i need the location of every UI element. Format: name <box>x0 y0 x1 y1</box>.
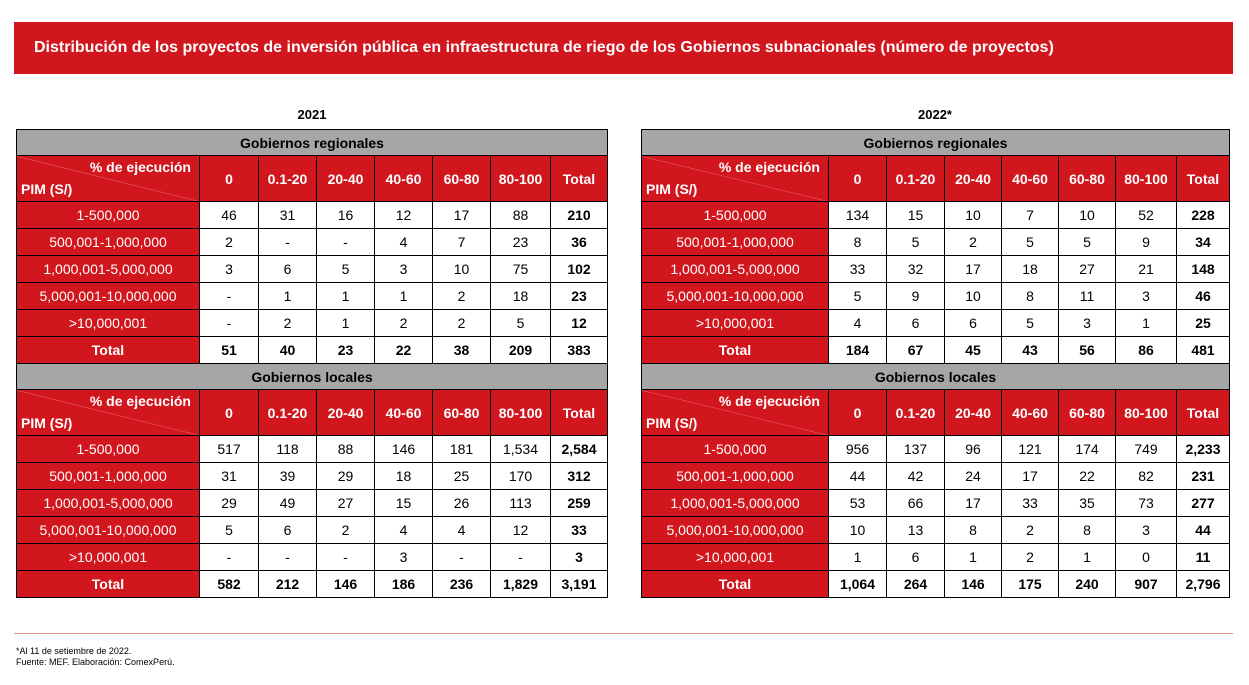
table-cell: 137 <box>887 436 945 463</box>
table-cell: 88 <box>491 202 551 229</box>
column-header: Total <box>551 390 608 436</box>
table-cell: 3 <box>375 256 433 283</box>
table-cell: 7 <box>433 229 491 256</box>
table-row <box>642 436 1230 463</box>
table-cell: 8 <box>1059 517 1116 544</box>
column-header: Total <box>1177 390 1230 436</box>
table-cell: 11 <box>1059 283 1116 310</box>
row-label: 500,001-1,000,000 <box>642 229 829 256</box>
row-label: >10,000,001 <box>642 310 829 337</box>
table-cell: 956 <box>829 436 887 463</box>
total-row <box>642 571 1230 598</box>
total-cell: 3,191 <box>551 571 608 598</box>
table-cell: 7 <box>1002 202 1059 229</box>
table-cell: 24 <box>945 463 1002 490</box>
data-table <box>16 129 608 598</box>
column-header: 60-80 <box>433 390 491 436</box>
corner-label-pim: PIM (S/) <box>646 415 698 431</box>
section-title: Gobiernos locales <box>642 364 1230 390</box>
year-label-2022: 2022* <box>918 107 952 122</box>
table-cell: 10 <box>945 202 1002 229</box>
table-row <box>642 463 1230 490</box>
row-label: >10,000,001 <box>17 310 200 337</box>
column-header: 80-100 <box>1116 390 1177 436</box>
row-total-cell: 2,233 <box>1177 436 1230 463</box>
table-cell: 53 <box>829 490 887 517</box>
row-label: 1,000,001-5,000,000 <box>17 490 200 517</box>
table-cell: 10 <box>829 517 887 544</box>
table-row <box>17 544 608 571</box>
row-label: 1-500,000 <box>17 436 200 463</box>
table-cell: 3 <box>1116 517 1177 544</box>
table-cell: 44 <box>829 463 887 490</box>
table-cell: 75 <box>491 256 551 283</box>
data-table <box>641 129 1230 598</box>
table-cell: 2 <box>945 229 1002 256</box>
row-label: 500,001-1,000,000 <box>642 463 829 490</box>
total-cell: 175 <box>1002 571 1059 598</box>
divider <box>14 633 1233 634</box>
table-cell: 2 <box>433 310 491 337</box>
table-cell: 23 <box>491 229 551 256</box>
section-title: Gobiernos regionales <box>17 130 608 156</box>
year-label-2021: 2021 <box>297 107 327 122</box>
total-cell: 51 <box>200 337 259 364</box>
table-cell: 3 <box>375 544 433 571</box>
corner-header <box>17 156 200 202</box>
table-cell: 1 <box>945 544 1002 571</box>
total-cell: 22 <box>375 337 433 364</box>
total-label: Total <box>642 337 829 364</box>
column-header: 60-80 <box>1059 390 1116 436</box>
table-cell: 3 <box>200 256 259 283</box>
table-cell: 88 <box>317 436 375 463</box>
table-cell: 181 <box>433 436 491 463</box>
table-cell: - <box>433 544 491 571</box>
table-cell: 118 <box>259 436 317 463</box>
table-row <box>17 436 608 463</box>
column-header: 60-80 <box>433 156 491 202</box>
table-cell: 1 <box>259 283 317 310</box>
table-cell: 5 <box>1002 229 1059 256</box>
table-row <box>17 490 608 517</box>
table-cell: 35 <box>1059 490 1116 517</box>
table-row <box>642 283 1230 310</box>
row-total-cell: 34 <box>1177 229 1230 256</box>
row-total-cell: 228 <box>1177 202 1230 229</box>
corner-label-execution: % de ejecución <box>718 159 820 175</box>
column-header: 0 <box>200 390 259 436</box>
table-cell: 146 <box>375 436 433 463</box>
section-header-row <box>642 130 1230 156</box>
section-header-row <box>17 130 608 156</box>
table-cell: 5 <box>829 283 887 310</box>
table-cell: - <box>491 544 551 571</box>
table-cell: 6 <box>259 256 317 283</box>
total-cell: 264 <box>887 571 945 598</box>
table-cell: - <box>200 544 259 571</box>
row-total-cell: 231 <box>1177 463 1230 490</box>
table-row <box>17 283 608 310</box>
table-cell: 5 <box>1002 310 1059 337</box>
table-cell: 42 <box>887 463 945 490</box>
column-header: 20-40 <box>945 156 1002 202</box>
row-label: 500,001-1,000,000 <box>17 463 200 490</box>
table-row <box>642 256 1230 283</box>
table-cell: 26 <box>433 490 491 517</box>
column-header: 80-100 <box>491 390 551 436</box>
table-cell: 82 <box>1116 463 1177 490</box>
total-row <box>17 337 608 364</box>
table-cell: 0 <box>1116 544 1177 571</box>
table-cell: 2 <box>259 310 317 337</box>
table-cell: 16 <box>317 202 375 229</box>
table-cell: 39 <box>259 463 317 490</box>
table-cell: 8 <box>945 517 1002 544</box>
table-cell: 170 <box>491 463 551 490</box>
row-label: >10,000,001 <box>17 544 200 571</box>
total-label: Total <box>17 571 200 598</box>
table-row <box>642 544 1230 571</box>
title-bar <box>14 22 1233 74</box>
row-total-cell: 36 <box>551 229 608 256</box>
corner-label-execution: % de ejecución <box>89 393 191 409</box>
table-cell: 31 <box>259 202 317 229</box>
table-cell: 10 <box>945 283 1002 310</box>
table-cell: - <box>259 229 317 256</box>
total-cell: 67 <box>887 337 945 364</box>
table-cell: 5 <box>1059 229 1116 256</box>
table-cell: 12 <box>375 202 433 229</box>
table-cell: 10 <box>433 256 491 283</box>
row-total-cell: 277 <box>1177 490 1230 517</box>
table-cell: 1 <box>829 544 887 571</box>
total-cell: 186 <box>375 571 433 598</box>
table-cell: - <box>200 310 259 337</box>
table-cell: 12 <box>491 517 551 544</box>
corner-header <box>642 390 829 436</box>
table-cell: 52 <box>1116 202 1177 229</box>
table-cell: 9 <box>887 283 945 310</box>
table-panel-2022 <box>641 129 1230 598</box>
total-cell: 582 <box>200 571 259 598</box>
total-cell: 45 <box>945 337 1002 364</box>
total-cell: 907 <box>1116 571 1177 598</box>
section-title: Gobiernos regionales <box>642 130 1230 156</box>
table-cell: 2 <box>200 229 259 256</box>
table-cell: 8 <box>829 229 887 256</box>
table-cell: 9 <box>1116 229 1177 256</box>
column-header: 80-100 <box>1116 156 1177 202</box>
total-cell: 146 <box>945 571 1002 598</box>
table-cell: 1 <box>1059 544 1116 571</box>
table-cell: 17 <box>945 490 1002 517</box>
total-cell: 1,064 <box>829 571 887 598</box>
table-cell: 6 <box>945 310 1002 337</box>
column-header-row <box>642 156 1230 202</box>
table-cell: 13 <box>887 517 945 544</box>
row-total-cell: 102 <box>551 256 608 283</box>
table-cell: 2 <box>433 283 491 310</box>
total-cell: 184 <box>829 337 887 364</box>
corner-label-pim: PIM (S/) <box>21 181 73 197</box>
table-cell: 15 <box>375 490 433 517</box>
table-cell: 73 <box>1116 490 1177 517</box>
table-cell: 8 <box>1002 283 1059 310</box>
column-header: 0.1-20 <box>259 390 317 436</box>
table-cell: 33 <box>829 256 887 283</box>
row-total-cell: 12 <box>551 310 608 337</box>
column-header: 60-80 <box>1059 156 1116 202</box>
table-cell: 27 <box>1059 256 1116 283</box>
total-cell: 38 <box>433 337 491 364</box>
table-row <box>17 229 608 256</box>
total-label: Total <box>17 337 200 364</box>
table-cell: 4 <box>433 517 491 544</box>
table-row <box>642 202 1230 229</box>
table-cell: 31 <box>200 463 259 490</box>
table-cell: 96 <box>945 436 1002 463</box>
row-label: 5,000,001-10,000,000 <box>17 517 200 544</box>
table-cell: - <box>200 283 259 310</box>
section-title: Gobiernos locales <box>17 364 608 390</box>
table-row <box>17 517 608 544</box>
table-cell: 46 <box>200 202 259 229</box>
table-cell: 517 <box>200 436 259 463</box>
table-cell: 6 <box>259 517 317 544</box>
corner-label-pim: PIM (S/) <box>21 415 73 431</box>
table-cell: 21 <box>1116 256 1177 283</box>
table-cell: 2 <box>375 310 433 337</box>
total-cell: 236 <box>433 571 491 598</box>
corner-label-execution: % de ejecución <box>718 393 820 409</box>
row-label: 1-500,000 <box>642 202 829 229</box>
row-total-cell: 210 <box>551 202 608 229</box>
section-header-row <box>642 364 1230 390</box>
total-row <box>17 571 608 598</box>
table-cell: 10 <box>1059 202 1116 229</box>
table-row <box>642 517 1230 544</box>
column-header: 0.1-20 <box>259 156 317 202</box>
table-cell: 17 <box>945 256 1002 283</box>
total-cell: 146 <box>317 571 375 598</box>
table-cell: 2 <box>1002 517 1059 544</box>
table-row <box>642 310 1230 337</box>
corner-header <box>17 390 200 436</box>
table-cell: 134 <box>829 202 887 229</box>
column-header: 0.1-20 <box>887 156 945 202</box>
row-label: 1,000,001-5,000,000 <box>17 256 200 283</box>
total-cell: 209 <box>491 337 551 364</box>
column-header: 40-60 <box>1002 156 1059 202</box>
table-cell: 3 <box>1116 283 1177 310</box>
row-total-cell: 259 <box>551 490 608 517</box>
total-cell: 1,829 <box>491 571 551 598</box>
row-label: 500,001-1,000,000 <box>17 229 200 256</box>
table-cell: 1 <box>317 310 375 337</box>
table-cell: 174 <box>1059 436 1116 463</box>
row-label: 5,000,001-10,000,000 <box>17 283 200 310</box>
row-total-cell: 23 <box>551 283 608 310</box>
corner-label-pim: PIM (S/) <box>646 181 698 197</box>
table-row <box>17 463 608 490</box>
total-cell: 40 <box>259 337 317 364</box>
table-cell: 5 <box>317 256 375 283</box>
table-cell: 6 <box>887 544 945 571</box>
table-cell: 4 <box>829 310 887 337</box>
total-cell: 240 <box>1059 571 1116 598</box>
column-header: 20-40 <box>945 390 1002 436</box>
table-cell: 1 <box>317 283 375 310</box>
table-cell: 17 <box>1002 463 1059 490</box>
row-label: 1-500,000 <box>642 436 829 463</box>
table-cell: - <box>317 229 375 256</box>
table-cell: 2 <box>1002 544 1059 571</box>
table-cell: 6 <box>887 310 945 337</box>
row-label: >10,000,001 <box>642 544 829 571</box>
section-header-row <box>17 364 608 390</box>
table-row <box>17 256 608 283</box>
row-total-cell: 2,584 <box>551 436 608 463</box>
table-cell: 18 <box>1002 256 1059 283</box>
column-header: 40-60 <box>1002 390 1059 436</box>
table-cell: 32 <box>887 256 945 283</box>
row-total-cell: 46 <box>1177 283 1230 310</box>
column-header: 40-60 <box>375 156 433 202</box>
column-header: 0 <box>200 156 259 202</box>
table-cell: 5 <box>200 517 259 544</box>
page-title: Distribución de los proyectos de inversión pública en infraestructura de riego de los Gobiernos subnacionales (número de proyectos) <box>34 39 1054 56</box>
column-header-row <box>17 156 608 202</box>
table-cell: 4 <box>375 229 433 256</box>
column-header: 40-60 <box>375 390 433 436</box>
row-total-cell: 312 <box>551 463 608 490</box>
column-header: Total <box>1177 156 1230 202</box>
total-cell: 56 <box>1059 337 1116 364</box>
total-cell: 23 <box>317 337 375 364</box>
table-cell: 1 <box>375 283 433 310</box>
table-cell: 4 <box>375 517 433 544</box>
row-label: 1,000,001-5,000,000 <box>642 490 829 517</box>
table-row <box>17 202 608 229</box>
table-cell: - <box>259 544 317 571</box>
table-cell: 66 <box>887 490 945 517</box>
table-cell: 5 <box>887 229 945 256</box>
table-row <box>642 229 1230 256</box>
table-cell: 17 <box>433 202 491 229</box>
row-label: 5,000,001-10,000,000 <box>642 283 829 310</box>
total-label: Total <box>642 571 829 598</box>
table-cell: - <box>317 544 375 571</box>
table-cell: 1 <box>1116 310 1177 337</box>
table-cell: 749 <box>1116 436 1177 463</box>
total-cell: 212 <box>259 571 317 598</box>
column-header: 20-40 <box>317 156 375 202</box>
row-label: 1-500,000 <box>17 202 200 229</box>
row-total-cell: 3 <box>551 544 608 571</box>
table-cell: 121 <box>1002 436 1059 463</box>
table-cell: 5 <box>491 310 551 337</box>
corner-label-execution: % de ejecución <box>89 159 191 175</box>
table-cell: 113 <box>491 490 551 517</box>
table-cell: 1,534 <box>491 436 551 463</box>
row-total-cell: 11 <box>1177 544 1230 571</box>
table-cell: 33 <box>1002 490 1059 517</box>
row-label: 1,000,001-5,000,000 <box>642 256 829 283</box>
total-row <box>642 337 1230 364</box>
total-cell: 86 <box>1116 337 1177 364</box>
row-total-cell: 33 <box>551 517 608 544</box>
total-cell: 2,796 <box>1177 571 1230 598</box>
column-header-row <box>17 390 608 436</box>
column-header: 0.1-20 <box>887 390 945 436</box>
column-header-row <box>642 390 1230 436</box>
table-cell: 3 <box>1059 310 1116 337</box>
row-total-cell: 25 <box>1177 310 1230 337</box>
column-header: 20-40 <box>317 390 375 436</box>
table-cell: 2 <box>317 517 375 544</box>
table-row <box>642 490 1230 517</box>
footnote-date: *Al 11 de setiembre de 2022. <box>16 646 132 656</box>
table-cell: 15 <box>887 202 945 229</box>
column-header: Total <box>551 156 608 202</box>
table-cell: 18 <box>375 463 433 490</box>
table-row <box>17 310 608 337</box>
table-cell: 29 <box>317 463 375 490</box>
total-cell: 383 <box>551 337 608 364</box>
table-cell: 49 <box>259 490 317 517</box>
row-total-cell: 44 <box>1177 517 1230 544</box>
footnote-source: Fuente: MEF. Elaboración: ComexPerú. <box>16 657 175 667</box>
corner-header <box>642 156 829 202</box>
row-total-cell: 148 <box>1177 256 1230 283</box>
table-panel-2021 <box>16 129 608 598</box>
table-cell: 27 <box>317 490 375 517</box>
row-label: 5,000,001-10,000,000 <box>642 517 829 544</box>
table-cell: 25 <box>433 463 491 490</box>
total-cell: 481 <box>1177 337 1230 364</box>
table-cell: 29 <box>200 490 259 517</box>
column-header: 0 <box>829 390 887 436</box>
table-cell: 22 <box>1059 463 1116 490</box>
column-header: 0 <box>829 156 887 202</box>
column-header: 80-100 <box>491 156 551 202</box>
total-cell: 43 <box>1002 337 1059 364</box>
table-cell: 18 <box>491 283 551 310</box>
